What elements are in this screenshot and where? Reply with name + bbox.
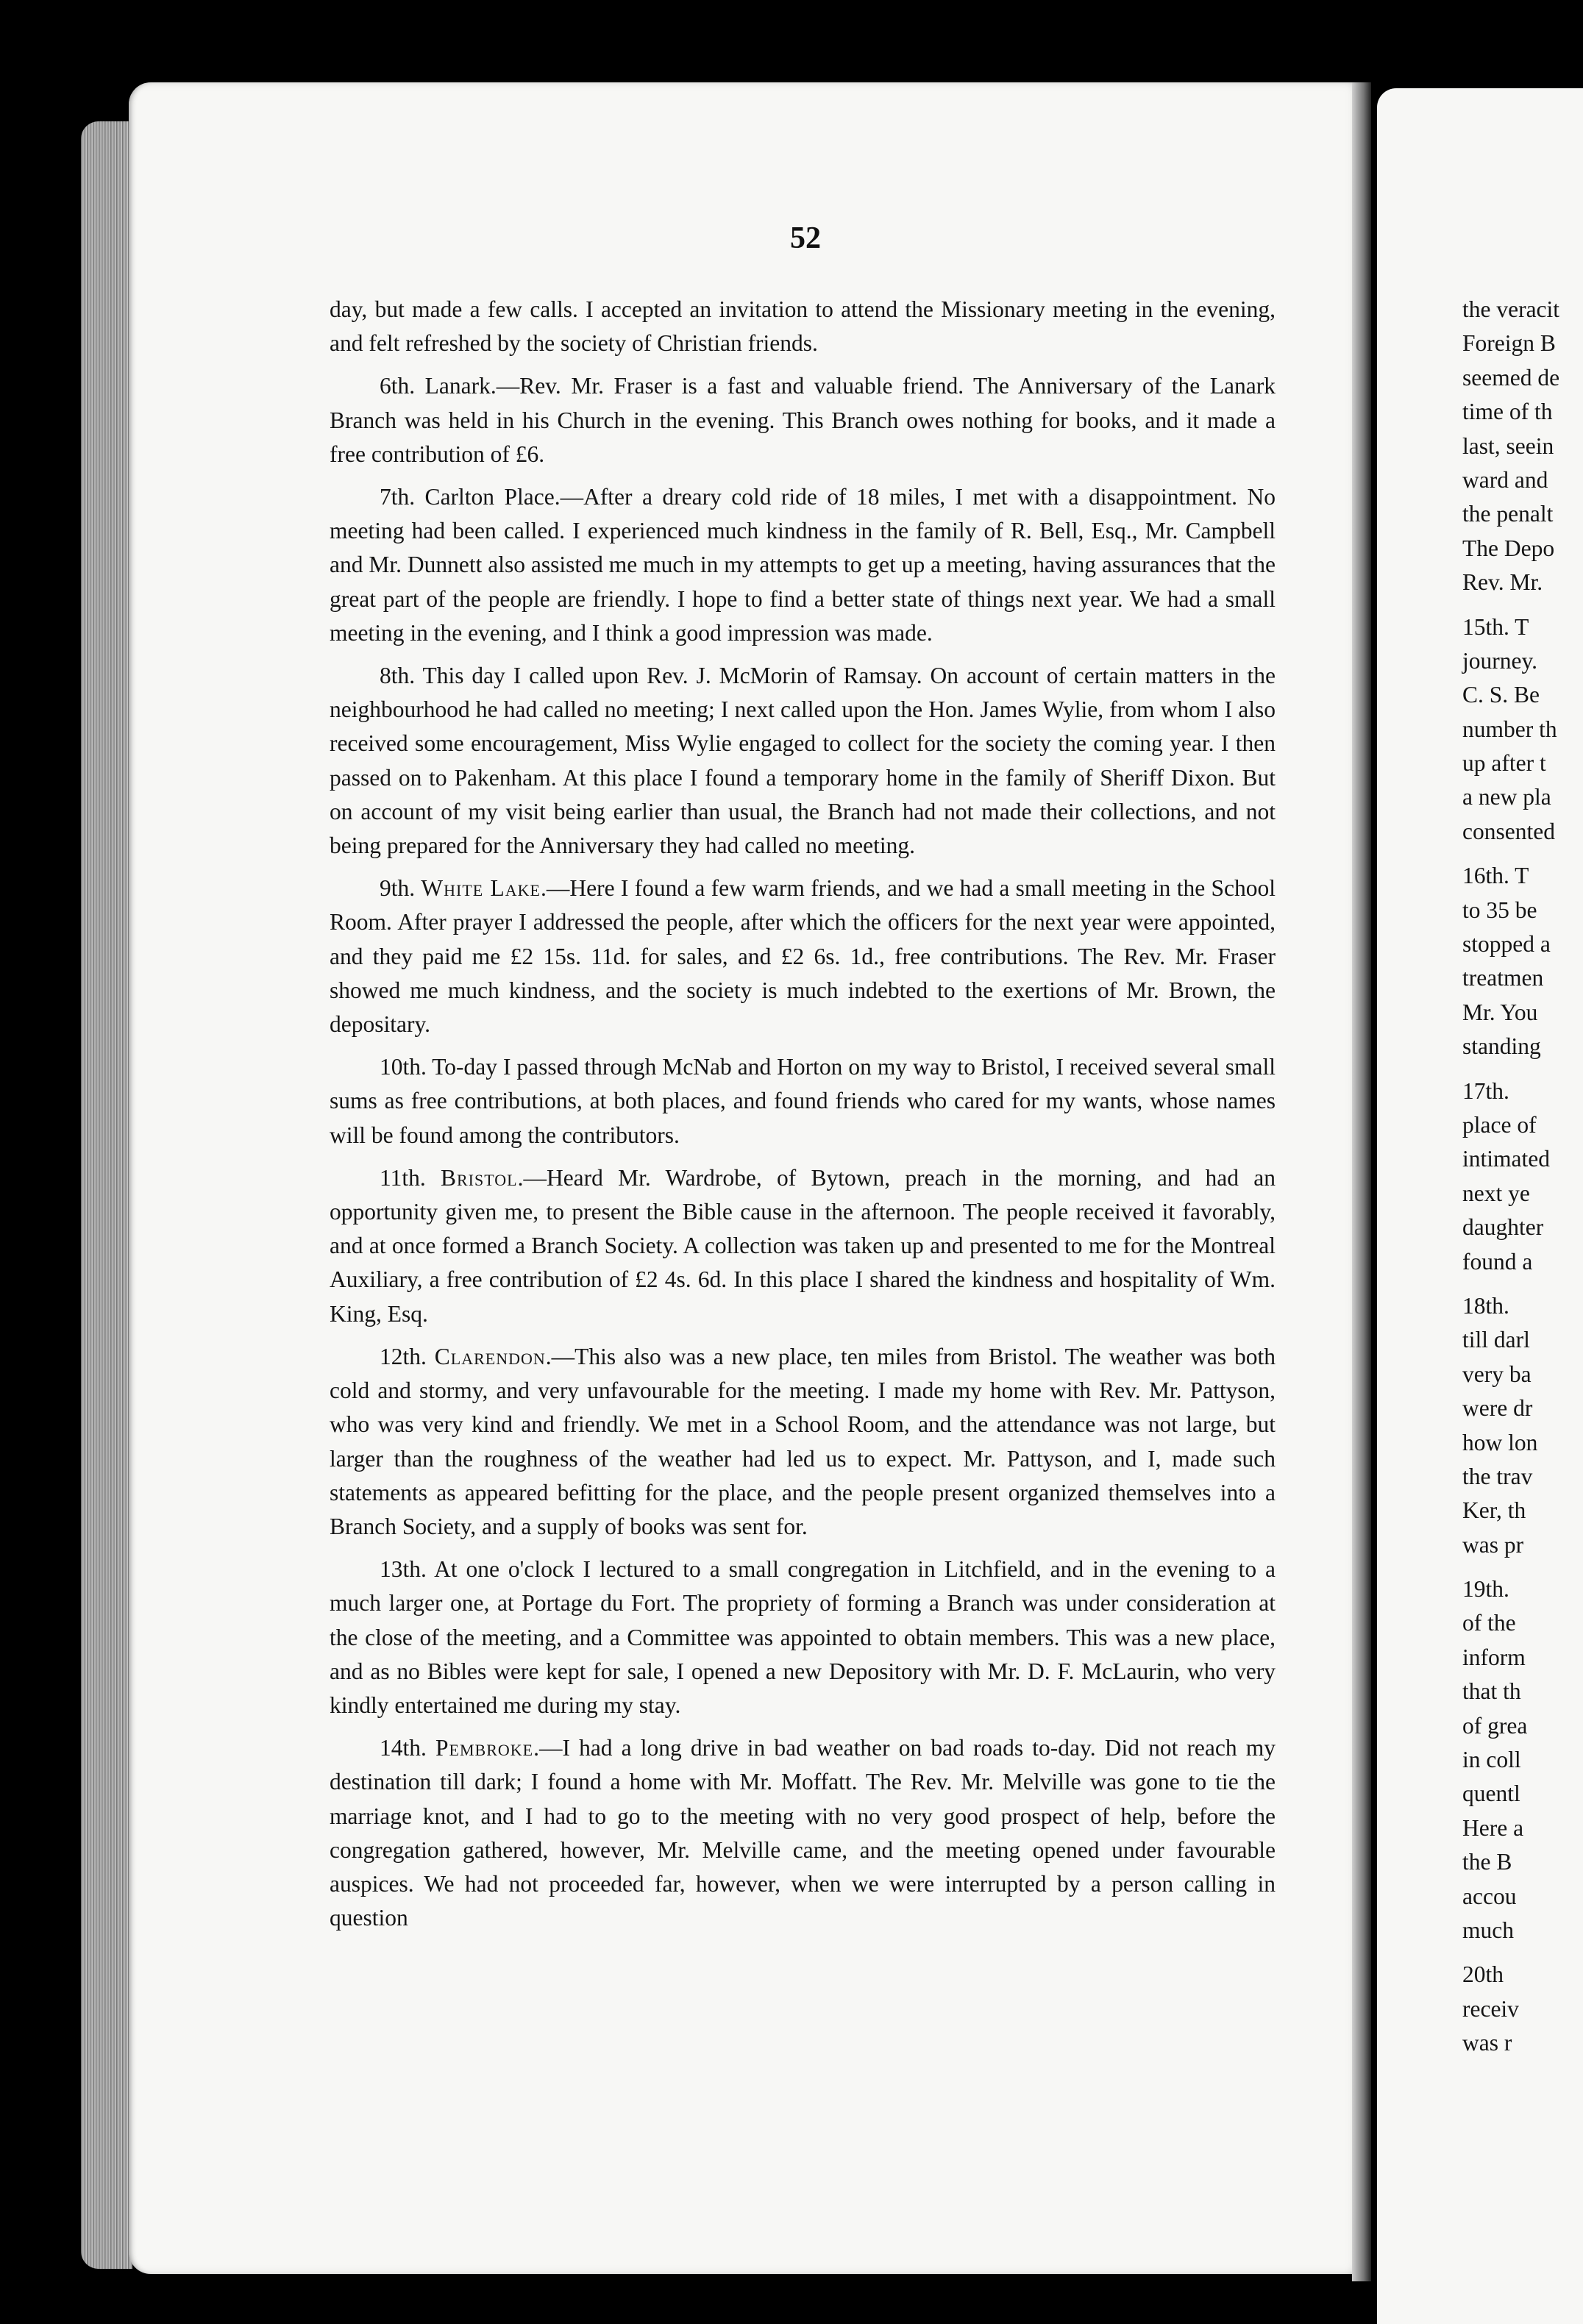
paragraph-gap (1462, 849, 1583, 859)
place-name: Pembroke (435, 1735, 534, 1761)
facing-page-line: last, seein (1462, 432, 1554, 459)
facing-page-line: the veracit (1462, 296, 1560, 322)
facing-page-line: quentl (1462, 1781, 1520, 1807)
book-gutter (1352, 82, 1371, 2281)
facing-page-line: receiv (1462, 1995, 1519, 2022)
facing-page-line: Ker, th (1462, 1497, 1526, 1524)
paragraph: 6th. Lanark.—Rev. Mr. Fraser is a fast and valuable friend. The Anniversary of the Lanark Branch was held in his Church in the evening. This Branch owes nothing for books, and it made a free contribution of £6. (330, 373, 1276, 467)
place-name: Bristol (440, 1164, 518, 1191)
facing-page-line: journey. (1462, 647, 1538, 674)
facing-page-line: accou (1462, 1883, 1517, 1909)
facing-page-line: The Depo (1462, 535, 1555, 561)
facing-page-line: 18th. (1462, 1292, 1509, 1319)
facing-page-line: Mr. You (1462, 999, 1538, 1025)
facing-page-line: was r (1462, 2030, 1512, 2056)
facing-page-line: Here a (1462, 1814, 1524, 1841)
paragraph-gap (1462, 600, 1583, 610)
facing-page-line: intimated (1462, 1146, 1550, 1172)
facing-page-line: found a (1462, 1248, 1533, 1275)
paragraph: 7th. Carlton Place.—After a dreary cold ride of 18 miles, I met with a disappointment. No meeting had been called. I experienced much kindness in the family of R. Bell, Esq., Mr. Campbell and Mr. Dunnett also assisted me much in my attempts to get up a meeting, having assurances that the great part of the people are friendly. I hope to find a better state of things next year. We had a small meeting in the evening, and I think a good impression was made. (330, 484, 1276, 646)
facing-page-line: in coll (1462, 1747, 1521, 1773)
facing-page-line: the trav (1462, 1463, 1533, 1489)
facing-page-line: how lon (1462, 1429, 1538, 1455)
facing-page-line: 17th. (1462, 1077, 1509, 1104)
facing-page-line: ward and (1462, 466, 1548, 493)
facing-page-line: 19th. (1462, 1576, 1509, 1603)
facing-page-line: very ba (1462, 1361, 1532, 1387)
facing-page-line: place of (1462, 1111, 1537, 1138)
paragraph: 13th. At one o'clock I lectured to a small congregation in Litchfield, and in the evening to a much larger one, at Portage du Fort. The propriety of forming a Branch was under consideration at the close of the meeting, and a Committee was appointed to obtain members. This was a new place, and as no Bibles were kept for sale, I opened a new Depository with Mr. D. F. McLaurin, who very kindly entertained me during my stay. (330, 1556, 1276, 1718)
facing-page-line: of the (1462, 1610, 1516, 1636)
paragraph: 14th. Pembroke.—I had a long drive in bad weather on bad roads to-day. Did not reach my destination till dark; I found a home with Mr. Moffatt. The Rev. Mr. Melville was gone to tie the marriage knot, and I had to go to the meeting with no very good prospect of help, before the congregation gathered, however, Mr. Melville came, and the meeting opened under favourable auspices. We had not proceeded far, however, when we were interrupted by a person calling in question (330, 1735, 1276, 1931)
facing-page-line: stopped a (1462, 931, 1551, 958)
place-name: White Lake (421, 875, 541, 902)
facing-page-line: Rev. Mr. (1462, 569, 1543, 596)
page-body (330, 293, 1276, 1944)
paragraph: 12th. Clarendon.—This also was a new place, ten miles from Bristol. The weather was both cold and stormy, and very unfavourable for the meeting. I made my home with Rev. Mr. Pattyson, who was very kind and friendly. We met in a School Room, and the attendance was not large, but larger than the roughness of the weather had led us to expect. Mr. Pattyson, and I, made such statements as appeared befitting for the place, and the people present organized themselves into a Branch Society, and a supply of books was sent for. (330, 1343, 1276, 1539)
facing-page-line: 15th. T (1462, 613, 1529, 640)
facing-page-line: till darl (1462, 1327, 1530, 1353)
paragraph: 10th. To-day I passed through McNab and Horton on my way to Bristol, I received several small sums as free contributions, at both places, and found friends who cared for my wants, whose names will be found among the contributors. (330, 1054, 1276, 1148)
paragraph-gap (1462, 1064, 1583, 1074)
paragraph: 9th. White Lake.—Here I found a few warm friends, and we had a small meeting in the School Room. After prayer I addressed the people, after which the officers for the next year were appointed, and they paid me £2 15s. 11d. for sales, and £2 6s. 1d., free contributions. The Rev. Mr. Fraser showed me much kindness, and the society is much indebted to the exertions of Mr. Brown, the depositary. (330, 875, 1276, 1038)
paragraph: 11th. Bristol.—Heard Mr. Wardrobe, of Bytown, preach in the morning, and had an opportunity given me, to present the Bible cause in the afternoon. The people received it favorably, and at once formed a Branch Society. A collection was taken up and presented to me for the Montreal Auxiliary, a free contribution of £2 4s. 6d. In this place I shared the kindness and hospitality of Wm. King, Esq. (330, 1164, 1276, 1327)
place-name: Clarendon (434, 1343, 546, 1369)
facing-page-line: seemed de (1462, 364, 1560, 391)
facing-page-line: the B (1462, 1849, 1512, 1875)
facing-page-line: the penalt (1462, 501, 1554, 527)
facing-page-line: much (1462, 1917, 1514, 1943)
facing-page-line: of grea (1462, 1712, 1528, 1739)
facing-page-line: number th (1462, 716, 1557, 742)
facing-page-line: a new pla (1462, 784, 1551, 810)
facing-page-line: were dr (1462, 1395, 1533, 1422)
facing-page-line: C. S. Be (1462, 682, 1540, 708)
page-number: 52 (790, 221, 821, 255)
facing-page-line: up after t (1462, 750, 1546, 777)
paragraph-gap (1462, 1947, 1583, 1958)
facing-page-line: daughter (1462, 1214, 1544, 1241)
facing-page-line: that th (1462, 1678, 1521, 1705)
facing-page-line: inform (1462, 1644, 1526, 1670)
paragraph-gap (1462, 1279, 1583, 1289)
paragraph: day, but made a few calls. I accepted an invitation to attend the Missionary meeting in the evening, and felt refreshed by the society of Christian friends. (330, 296, 1276, 357)
facing-page-line: 16th. T (1462, 863, 1529, 889)
facing-page-line: time of th (1462, 399, 1553, 425)
book-page-edges (81, 121, 132, 2269)
paragraph-gap (1462, 1562, 1583, 1572)
paragraph: 8th. This day I called upon Rev. J. McMorin of Ramsay. On account of certain matters in the neighbourhood he had called no meeting; I next called upon the Hon. James Wylie, from whom I also received some encouragement, Miss Wylie engaged to collect for the society the coming year. I then passed on to Pakenham. At this place I found a temporary home in the family of Sheriff Dixon. But on account of my visit being earlier than usual, the Branch had not made their collections, and not being prepared for the Anniversary they had called no meeting. (330, 663, 1276, 859)
facing-page-line: treatmen (1462, 965, 1544, 991)
facing-page-line: standing (1462, 1033, 1541, 1060)
facing-page-line: consented (1462, 818, 1555, 844)
facing-page-text (1462, 293, 1583, 2061)
facing-page-line: next ye (1462, 1180, 1530, 1206)
facing-page-line: was pr (1462, 1531, 1524, 1558)
facing-page-line: Foreign B (1462, 330, 1556, 357)
facing-page-line: to 35 be (1462, 897, 1537, 923)
facing-page-line: 20th (1462, 1961, 1504, 1988)
